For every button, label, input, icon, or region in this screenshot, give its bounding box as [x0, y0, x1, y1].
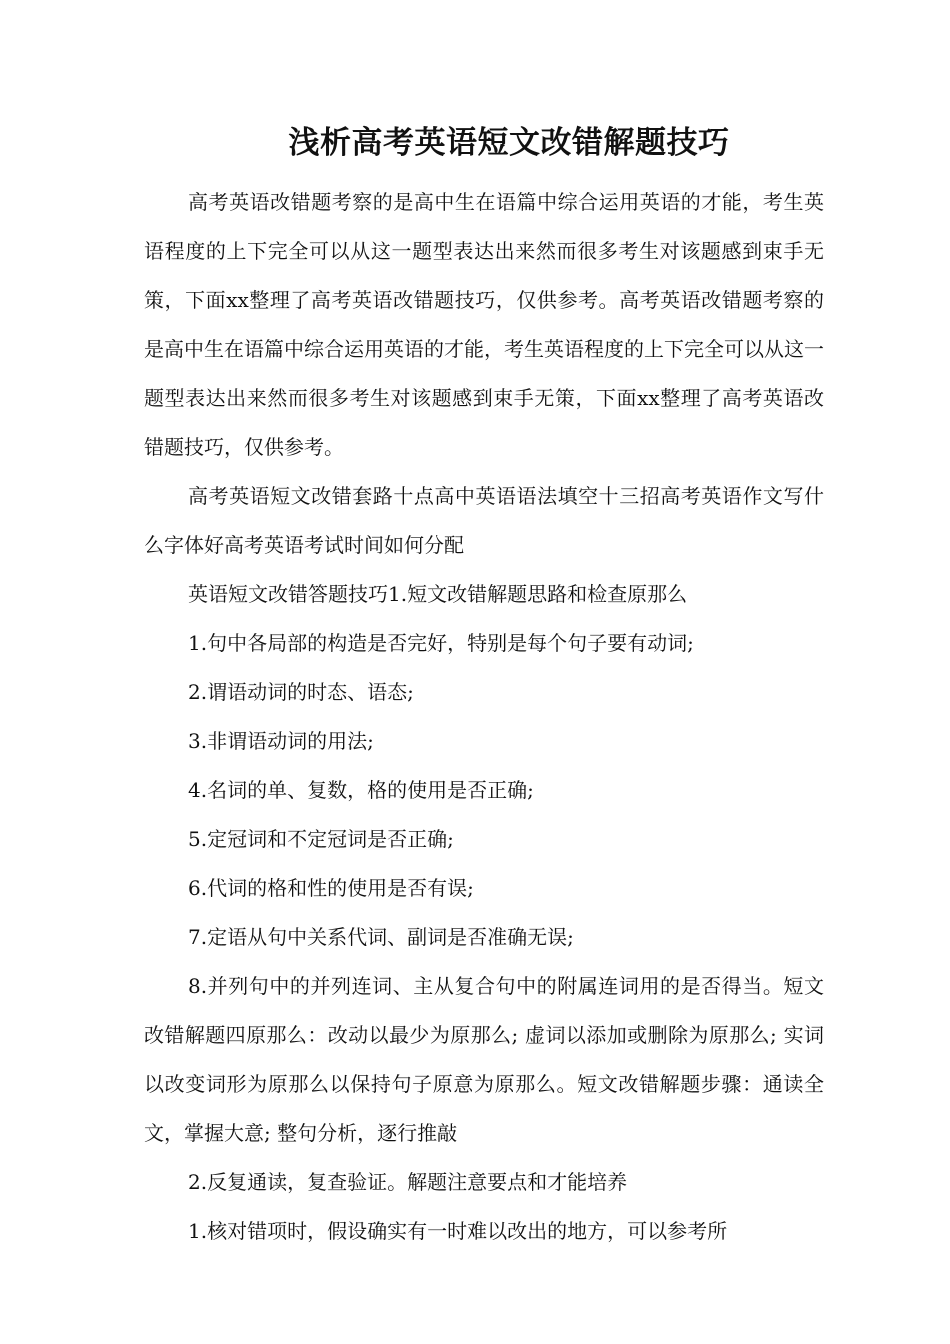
paragraph-intro: 高考英语改错题考察的是高中生在语篇中综合运用英语的才能，考生英语程度的上下完全可以从这一题型表达出来然而很多考生对该题感到束手无策，下面xx整理了高考英语改错题技巧，仅供参考。高考英语改错题考察的是高中生在语篇中综合运用英语的才能，考生英语程度的上下完全可以从这一题型表达出来然而很多考生对该题感到束手无策，下面xx整理了高考英语改错题技巧，仅供参考。: [144, 190, 824, 459]
paragraph-review: 2.反复通读，复查验证。解题注意要点和才能培养: [188, 1170, 628, 1194]
list-item-3: 3.非谓语动词的用法;: [188, 729, 374, 753]
list-item-8: 8.并列句中的并列连词、主从复合句中的附属连词用的是否得当。短文改错解题四原那么：改动以最少为原那么; 虚词以添加或删除为原那么; 实词以改变词形为原那么以保持句子原意为原那么。短文改错解题步骤：通读全文，掌握大意; 整句分析，逐行推敲: [144, 974, 824, 1145]
document-title: 浅析高考英语短文改错解题技巧: [288, 125, 730, 161]
list-item-5: 5.定冠词和不定冠词是否正确;: [188, 827, 454, 851]
paragraph-section-heading: 英语短文改错答题技巧1.短文改错解题思路和检查原那么: [188, 582, 688, 606]
paragraph-related-links: 高考英语短文改错套路十点高中英语语法填空十三招高考英语作文写什么字体好高考英语考试时间如何分配: [144, 484, 824, 557]
list-item-7: 7.定语从句中关系代词、副词是否准确无误;: [188, 925, 574, 949]
document-body: [144, 178, 824, 1256]
list-item-4: 4.名词的单、复数，格的使用是否正确;: [188, 778, 534, 802]
list-item-2: 2.谓语动词的时态、语态;: [188, 680, 414, 704]
list-item-6: 6.代词的格和性的使用是否有误;: [188, 876, 474, 900]
list-item-1: 1.句中各局部的构造是否完好，特别是每个句子要有动词;: [188, 631, 694, 655]
paragraph-tip-1: 1.核对错项时，假设确实有一时难以改出的地方，可以参考所: [188, 1219, 728, 1243]
